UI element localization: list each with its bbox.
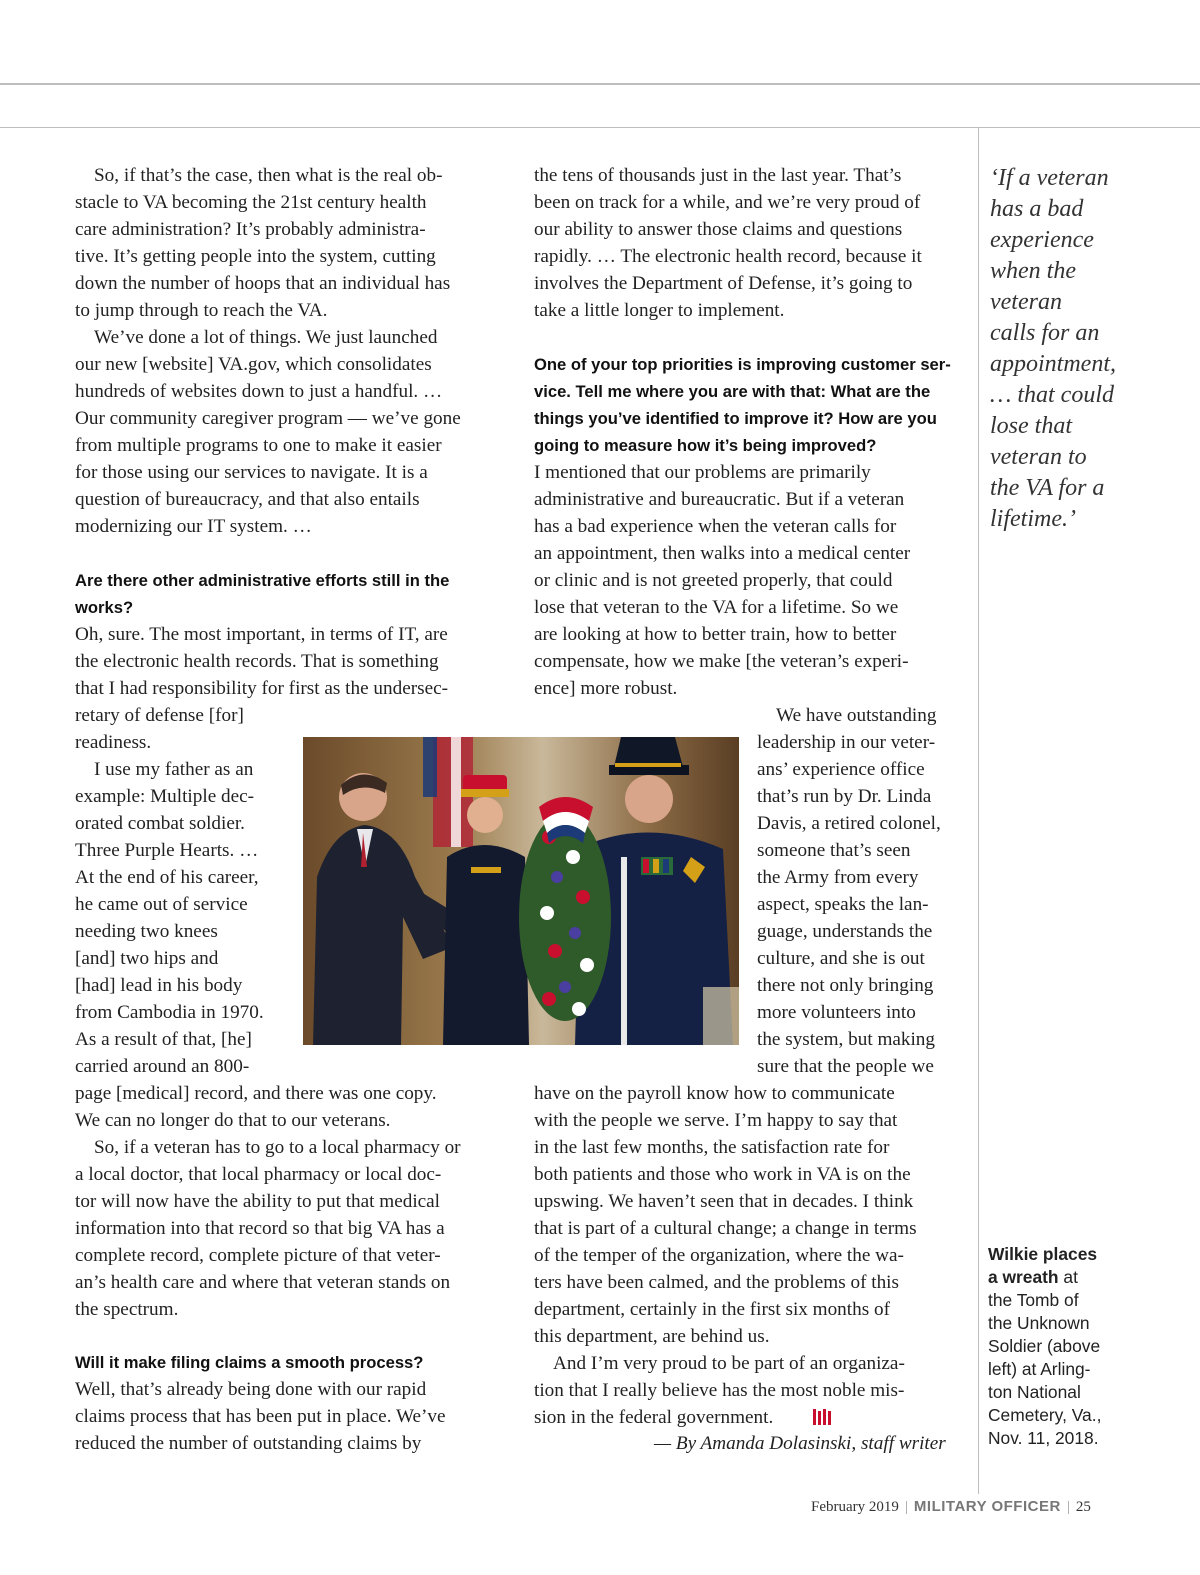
body-text-line: [had] lead in his body — [75, 975, 243, 996]
body-text-line: upswing. We haven’t seen that in decades. I think — [534, 1191, 914, 1212]
page-footer — [811, 1497, 1091, 1517]
pull-quote-line: the VA for a — [990, 475, 1105, 501]
body-text-line: more volunteers into — [757, 1002, 916, 1023]
body-text-line: this department, are behind us. — [534, 1326, 770, 1347]
body-text-line: As a result of that, [he] — [75, 1029, 252, 1050]
body-text-line: has a bad experience when the veteran calls for — [534, 516, 897, 537]
body-text-line: page [medical] record, and there was one copy. — [75, 1083, 437, 1104]
body-text-line: ters have been calmed, and the problems of this — [534, 1272, 899, 1293]
body-text-line: with the people we serve. I’m happy to say that — [534, 1110, 898, 1131]
body-text-line: At the end of his career, — [75, 867, 259, 888]
body-text-line: Oh, sure. The most important, in terms of IT, are — [75, 624, 448, 645]
caption-line — [988, 1243, 1188, 1266]
body-text-line: that I had responsibility for first as the undersec- — [75, 678, 448, 699]
body-text-line: ence] more robust. — [534, 678, 678, 699]
body-text-line: an appointment, then walks into a medical center — [534, 543, 911, 564]
magazine-name: MILITARY OFFICER — [913, 1498, 1061, 1515]
body-text-line: the electronic health records. That is something — [75, 651, 439, 672]
footer-separator: | — [904, 1499, 908, 1515]
body-text-line: We have outstanding — [776, 705, 937, 726]
body-text-line: We can no longer do that to our veterans. — [75, 1110, 391, 1131]
question-heading: Are there other administrative efforts still in the — [75, 571, 450, 590]
body-text-line: the Army from every — [757, 867, 919, 888]
body-text-line: So, if a veteran has to go to a local pharmacy or — [94, 1137, 461, 1158]
body-text-line: question of bureaucracy, and that also entails — [75, 489, 420, 510]
body-text-line: Well, that’s already being done with our rapid — [75, 1379, 427, 1400]
header-rule-bottom — [0, 127, 1200, 128]
body-text-line: for those using our services to navigate. It is a — [75, 462, 428, 483]
caption-text: at — [1058, 1267, 1078, 1287]
body-text-line: Three Purple Hearts. … — [75, 840, 259, 861]
issue-date: February 2019 — [811, 1499, 899, 1515]
body-text-line: tion that I really believe has the most noble mis- — [534, 1380, 905, 1401]
pull-quote-line: calls for an — [990, 320, 1100, 346]
body-text-line: lose that veteran to the VA for a lifetime. So we — [534, 597, 899, 618]
body-text-line: the system, but making — [757, 1029, 935, 1050]
body-text-line: Our community caregiver program — we’ve gone — [75, 408, 461, 429]
body-text-line: retary of defense [for] — [75, 705, 244, 726]
body-text-line: down the number of hoops that an individual has — [75, 273, 451, 294]
caption-line: Cemetery, Va., — [988, 1405, 1102, 1425]
body-text-line: I use my father as an — [94, 759, 254, 780]
caption-bold: a wreath — [988, 1267, 1059, 1287]
pull-quote-line: has a bad — [990, 196, 1084, 222]
body-text-line: of the temper of the organization, where the wa- — [534, 1245, 904, 1266]
body-text-line: culture, and she is out — [757, 948, 925, 969]
body-text-line: needing two knees — [75, 921, 218, 942]
question-heading: going to measure how it’s being improved? — [534, 436, 877, 455]
body-text-line: have on the payroll know how to communicate — [534, 1083, 895, 1104]
body-text-line: someone that’s seen — [757, 840, 911, 861]
body-text-line: guage, understands the — [757, 921, 933, 942]
body-text-line: [and] two hips and — [75, 948, 219, 969]
caption-line: the Tomb of — [988, 1290, 1079, 1310]
caption-line: Nov. 11, 2018. — [988, 1428, 1099, 1448]
pull-quote — [990, 163, 1190, 535]
body-text-line: there not only bringing — [757, 975, 934, 996]
body-text-line: aspect, speaks the lan- — [757, 894, 929, 915]
body-text-line: Davis, a retired colonel, — [757, 813, 941, 834]
body-text-line: our new [website] VA.gov, which consolidates — [75, 354, 432, 375]
body-text-line: carried around an 800- — [75, 1056, 250, 1077]
caption-line: the Unknown — [988, 1313, 1090, 1333]
body-text-line: involves the Department of Defense, it’s going to — [534, 273, 913, 294]
pull-quote-line: experience — [990, 227, 1094, 253]
body-text-line: We’ve done a lot of things. We just launched — [94, 327, 438, 348]
body-text-line: stacle to VA becoming the 21st century health — [75, 192, 427, 213]
pull-quote-line: when the — [990, 258, 1076, 284]
body-text-line: our ability to answer those claims and questions — [534, 219, 903, 240]
pull-quote-line: … that could — [990, 382, 1114, 408]
pull-quote-line: veteran to — [990, 444, 1087, 470]
body-text-line: And I’m very proud to be part of an organiza- — [553, 1353, 905, 1374]
body-text-line: from Cambodia in 1970. — [75, 1002, 264, 1023]
body-text-line: that’s run by Dr. Linda — [757, 786, 932, 807]
question-heading: One of your top priorities is improving customer ser- — [534, 355, 951, 374]
body-text-line: a local doctor, that local pharmacy or local doc- — [75, 1164, 442, 1185]
body-text-line: an’s health care and where that veteran stands on — [75, 1272, 451, 1293]
end-of-article-icon — [812, 1409, 832, 1425]
body-text-line: administrative and bureaucratic. But if a veteran — [534, 489, 905, 510]
sidebar-divider — [978, 128, 979, 1494]
body-text-line: or clinic and is not greeted properly, that could — [534, 570, 893, 591]
question-heading: things you’ve identified to improve it? How are you — [534, 409, 937, 428]
body-text-line: example: Multiple dec- — [75, 786, 255, 807]
body-text-line: in the last few months, the satisfaction rate for — [534, 1137, 890, 1158]
body-text-line: the spectrum. — [75, 1299, 179, 1320]
body-text-line: care administration? It’s probably administra- — [75, 219, 426, 240]
caption-line: left) at Arling- — [988, 1359, 1091, 1379]
body-text-line: reduced the number of outstanding claims by — [75, 1433, 422, 1454]
body-text-line: been on track for a while, and we’re very proud of — [534, 192, 921, 213]
header-rule-top — [0, 83, 1200, 85]
body-text-line: rapidly. … The electronic health record, because it — [534, 246, 922, 267]
pull-quote-line: appointment, — [990, 351, 1116, 377]
body-text-line: sion in the federal government. — [534, 1407, 774, 1428]
question-heading: Will it make filing claims a smooth process? — [75, 1353, 424, 1372]
question-heading: works? — [75, 598, 134, 617]
photo-caption — [988, 1243, 1188, 1450]
pull-quote-line: veteran — [990, 289, 1062, 315]
pull-quote-line: lifetime.’ — [990, 506, 1076, 532]
body-text-line: information into that record so that big VA has a — [75, 1218, 445, 1239]
body-text-line: orated combat soldier. — [75, 813, 245, 834]
body-text-line: take a little longer to implement. — [534, 300, 785, 321]
body-text-line: he came out of service — [75, 894, 248, 915]
body-text-line: both patients and those who work in VA is on the — [534, 1164, 911, 1185]
body-text-line: the tens of thousands just in the last year. That’s — [534, 165, 902, 186]
caption-line — [988, 1266, 1188, 1289]
body-text-line: modernizing our IT system. … — [75, 516, 312, 537]
caption-bold: Wilkie places — [988, 1244, 1098, 1264]
pull-quote-line: lose that — [990, 413, 1072, 439]
body-text-line: tor will now have the ability to put that medical — [75, 1191, 441, 1212]
body-text-line: readiness. — [75, 732, 152, 753]
footer-separator: | — [1066, 1499, 1070, 1515]
page-number: 25 — [1075, 1499, 1091, 1515]
body-text-line: hundreds of websites down to just a handful. … — [75, 381, 443, 402]
byline: — By Amanda Dolasinski, staff writer — [654, 1433, 946, 1454]
body-text-line: ans’ experience office — [757, 759, 925, 780]
body-text-line: tive. It’s getting people into the system, cutting — [75, 246, 436, 267]
body-text-line: complete record, complete picture of that veter- — [75, 1245, 441, 1266]
body-text-line: claims process that has been put in place. We’ve — [75, 1406, 446, 1427]
pull-quote-line: ‘If a veteran — [990, 165, 1109, 191]
wreath-ceremony-photo — [303, 737, 739, 1045]
body-text-line: that is part of a cultural change; a change in terms — [534, 1218, 917, 1239]
body-text-line: So, if that’s the case, then what is the real ob- — [94, 165, 443, 186]
body-text-line: leadership in our veter- — [757, 732, 936, 753]
body-text-line: are looking at how to better train, how to better — [534, 624, 897, 645]
caption-line: Soldier (above — [988, 1336, 1101, 1356]
body-text-line: compensate, how we make [the veteran’s experi- — [534, 651, 909, 672]
body-text-line: sure that the people we — [757, 1056, 934, 1077]
body-text-line: to jump through to reach the VA. — [75, 300, 328, 321]
body-text-line: I mentioned that our problems are primarily — [534, 462, 871, 483]
body-text-line: from multiple programs to one to make it easier — [75, 435, 442, 456]
question-heading: vice. Tell me where you are with that: What are the — [534, 382, 931, 401]
body-text-line: department, certainly in the first six months of — [534, 1299, 890, 1320]
caption-line: ton National — [988, 1382, 1081, 1402]
